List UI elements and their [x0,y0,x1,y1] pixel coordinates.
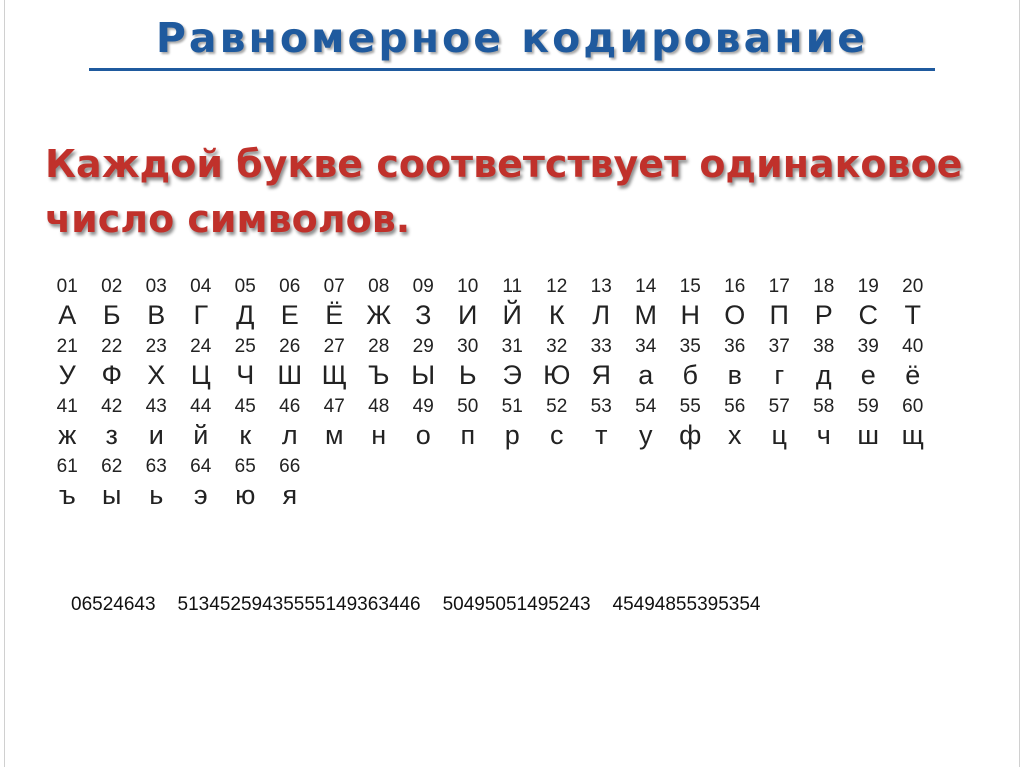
code-letter: Ф [101,360,123,390]
code-number: 19 [857,276,879,297]
code-number: 28 [368,336,390,357]
code-number: 01 [56,276,78,297]
code-table-cell [357,396,402,456]
code-number: 09 [412,276,434,297]
code-number: 35 [679,336,701,357]
code-table-cell [446,336,491,396]
code-letter: ч [816,420,831,450]
code-table-cell [713,396,758,456]
code-table-cell [713,336,758,396]
code-letter: Ц [190,360,211,390]
code-table-cell [268,336,313,396]
code-number: 45 [234,396,256,417]
code-table-cell [223,456,268,516]
code-letter: Д [236,300,255,330]
code-number: 36 [724,336,746,357]
code-letter: п [460,420,476,450]
code-number: 16 [724,276,746,297]
code-table-cell [891,396,936,456]
code-number: 31 [501,336,523,357]
code-table-cell [891,336,936,396]
code-letter: у [639,420,653,450]
code-table-cell [357,276,402,336]
code-number: 43 [145,396,167,417]
code-number: 25 [234,336,256,357]
code-letter: ю [235,480,256,510]
code-table-cell [90,396,135,456]
code-table-cell [757,396,802,456]
code-table-cell [668,336,713,396]
code-letter: ъ [58,480,76,510]
code-table-cell [668,396,713,456]
code-table-cell [713,276,758,336]
encoded-word: 45494855395354 [612,594,761,615]
code-letter: э [193,480,208,510]
code-letter: К [548,300,565,330]
code-number: 21 [56,336,78,357]
code-letter: Й [502,300,522,330]
code-letter: з [105,420,118,450]
code-table-cell [223,396,268,456]
code-number: 65 [234,456,256,477]
code-letter: А [58,300,77,330]
code-letter: Л [592,300,611,330]
code-letter: д [815,360,832,390]
code-table-cell [490,276,535,336]
code-letter: ь [149,480,164,510]
code-letter: Б [102,300,121,330]
code-number: 33 [590,336,612,357]
code-letter: ш [857,420,880,450]
code-table-cell [891,276,936,336]
code-letter: С [858,300,878,330]
code-letter: л [281,420,298,450]
code-table-cell [312,276,357,336]
code-table-cell [223,336,268,396]
code-number: 12 [546,276,568,297]
code-number: 57 [768,396,790,417]
code-table-cell [45,456,90,516]
code-table-cell [624,276,669,336]
code-letter: Ю [543,360,571,390]
code-number: 02 [101,276,123,297]
code-table-cell [846,276,891,336]
code-table-cell [357,336,402,396]
code-number: 26 [279,336,301,357]
code-table-cell [268,276,313,336]
code-letter: Ч [236,360,255,390]
code-letter: Ь [458,360,477,390]
code-table-cell [624,396,669,456]
code-letter: П [769,300,789,330]
code-letter: и [148,420,164,450]
code-table-cell [579,336,624,396]
code-table-cell [535,276,580,336]
code-table-cell [45,396,90,456]
code-letter: З [415,300,432,330]
code-number: 18 [813,276,835,297]
code-table-cell [401,276,446,336]
encoded-message [71,594,782,616]
code-table-cell [490,336,535,396]
code-letter: Э [502,360,522,390]
code-letter: г [774,360,785,390]
code-number: 29 [412,336,434,357]
code-table-cell [134,276,179,336]
code-table-cell [757,336,802,396]
code-number: 63 [145,456,167,477]
code-number: 27 [323,336,345,357]
code-letter: Ы [411,360,436,390]
code-table-cell [802,336,847,396]
code-number: 56 [724,396,746,417]
code-table-cell [624,336,669,396]
code-table-cell [134,336,179,396]
code-number: 37 [768,336,790,357]
code-number: 46 [279,396,301,417]
code-letter: ж [58,420,77,450]
code-number: 23 [145,336,167,357]
code-table-cell [846,336,891,396]
code-letter: а [638,360,654,390]
code-letter: М [634,300,657,330]
code-number: 10 [457,276,479,297]
code-number: 59 [857,396,879,417]
code-number: 55 [679,396,701,417]
code-table-cell [179,396,224,456]
code-table-cell [446,396,491,456]
code-letter: И [458,300,478,330]
code-table-cell [268,396,313,456]
slide-title: Равномерное кодирование [155,14,869,62]
code-letter: У [58,360,76,390]
code-number: 30 [457,336,479,357]
code-letter: с [550,420,564,450]
code-letter: Г [193,300,209,330]
code-number: 54 [635,396,657,417]
code-number: 32 [546,336,568,357]
code-letter: Х [147,360,166,390]
code-table-cell [757,276,802,336]
code-table-cell [490,396,535,456]
code-letter: Ъ [368,360,390,390]
code-table-cell [802,396,847,456]
code-number: 05 [234,276,256,297]
code-number: 06 [279,276,301,297]
code-letter: й [193,420,209,450]
code-letter: м [324,420,344,450]
code-number: 15 [679,276,701,297]
code-number: 42 [101,396,123,417]
code-letter: я [282,480,298,510]
code-letter: к [239,420,252,450]
code-letter: щ [901,420,924,450]
code-letter: о [415,420,431,450]
subtitle-line-2: число символов. [45,197,411,241]
code-letter: Т [904,300,921,330]
code-number: 49 [412,396,434,417]
code-number: 17 [768,276,790,297]
code-table-cell [401,336,446,396]
code-letter: ц [771,420,787,450]
code-table-cell [312,336,357,396]
code-number: 03 [145,276,167,297]
code-number: 41 [56,396,78,417]
code-number: 39 [857,336,879,357]
code-number: 34 [635,336,657,357]
code-table-cell [179,276,224,336]
code-number: 50 [457,396,479,417]
encoded-word: 51345259435555149363446 [177,594,421,615]
code-number: 14 [635,276,657,297]
code-letter: р [504,420,520,450]
code-number: 40 [902,336,924,357]
code-letter: ы [102,480,122,510]
code-table-cell [179,456,224,516]
slide-subtitle [45,137,1005,247]
code-letter: Н [680,300,700,330]
code-number: 08 [368,276,390,297]
code-table-cell [134,396,179,456]
code-letter: в [727,360,742,390]
code-number: 62 [101,456,123,477]
code-number: 04 [190,276,212,297]
code-table-cell [90,276,135,336]
code-number: 47 [323,396,345,417]
code-table-cell [268,456,313,516]
code-letter: В [147,300,166,330]
code-table-cell [579,276,624,336]
code-number: 24 [190,336,212,357]
code-table-cell [802,276,847,336]
code-table-cell [535,396,580,456]
code-table-cell [134,456,179,516]
code-letter: Е [280,300,299,330]
code-table-cell [846,396,891,456]
code-table-cell [45,336,90,396]
code-number: 11 [502,276,523,297]
code-table-cell [90,336,135,396]
code-letter: ф [679,420,702,450]
code-letter: х [728,420,742,450]
code-letter: т [595,420,608,450]
code-number: 07 [323,276,345,297]
code-number: 20 [902,276,924,297]
code-number: 13 [590,276,612,297]
code-letter: Ш [277,360,303,390]
code-number: 44 [190,396,212,417]
code-letter: Ё [325,300,344,330]
code-table-cell [401,396,446,456]
code-letter: Р [814,300,833,330]
code-number: 58 [813,396,835,417]
code-number: 61 [56,456,78,477]
code-number: 60 [902,396,924,417]
code-letter: б [682,360,698,390]
code-letter: н [371,420,387,450]
code-table-cell [579,396,624,456]
code-number: 38 [813,336,835,357]
encoded-word: 06524643 [71,594,156,615]
code-table-cell [179,336,224,396]
code-table-cell [223,276,268,336]
code-table-cell [312,396,357,456]
code-table-cell [45,276,90,336]
code-number: 66 [279,456,301,477]
code-table [45,276,985,516]
code-letter: Щ [321,360,347,390]
code-letter: Я [591,360,611,390]
code-number: 48 [368,396,390,417]
code-letter: Ж [366,300,392,330]
code-table-cell [668,276,713,336]
encoded-word: 50495051495243 [442,594,591,615]
code-letter: е [860,360,876,390]
code-number: 22 [101,336,123,357]
code-table-cell [446,276,491,336]
slide [4,0,1020,767]
code-table-cell [535,336,580,396]
code-number: 52 [546,396,568,417]
title-underline [89,68,935,71]
code-number: 53 [590,396,612,417]
code-table-cell [90,456,135,516]
code-letter: О [724,300,746,330]
code-number: 64 [190,456,212,477]
subtitle-line-1: Каждой букве соответствует одинаковое [45,142,963,186]
code-letter: ё [905,360,921,390]
code-number: 51 [501,396,523,417]
